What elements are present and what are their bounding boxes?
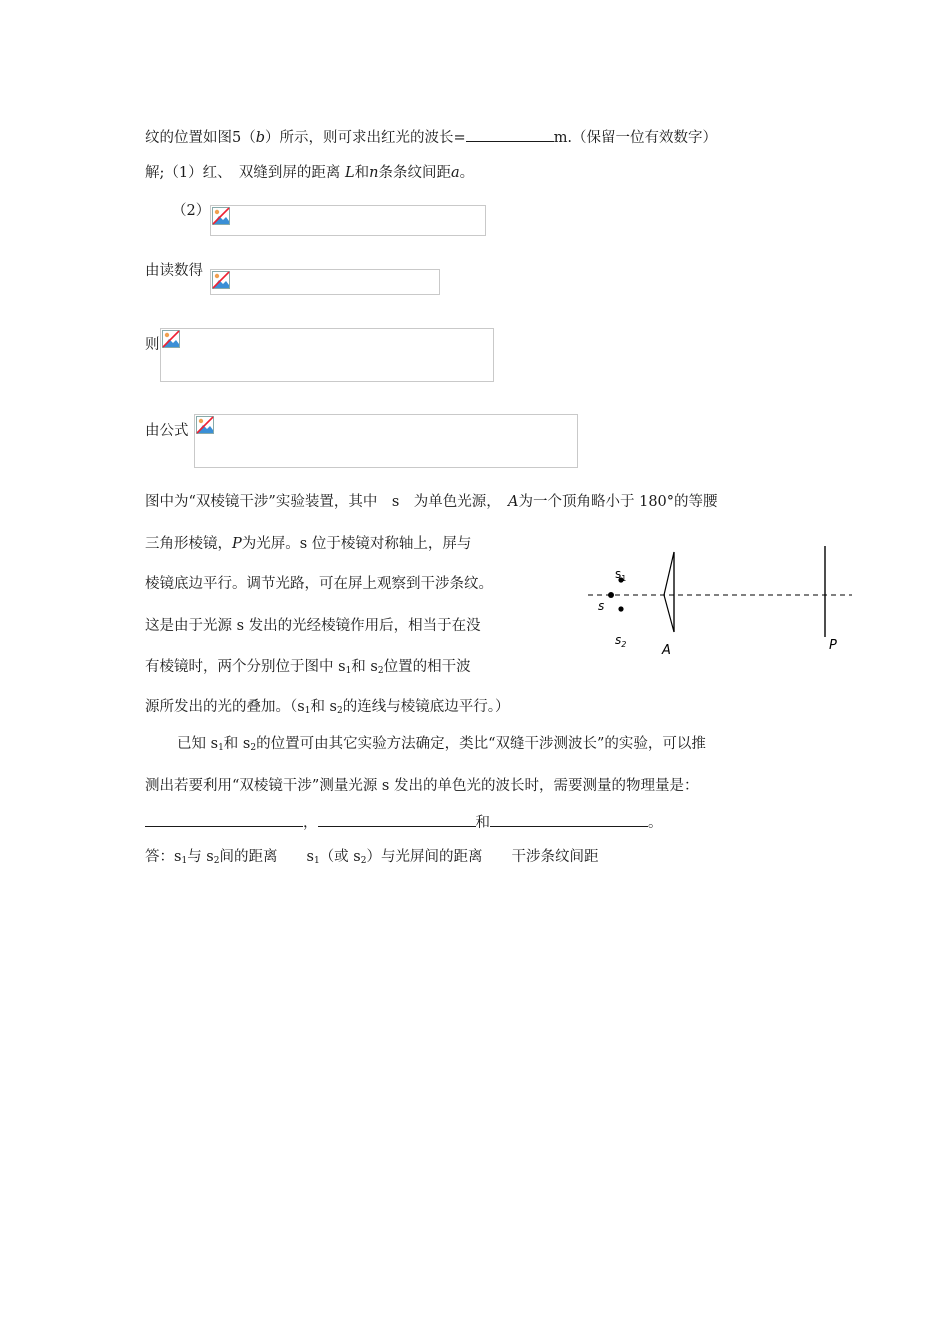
broken-image-icon <box>212 207 230 225</box>
broken-image-icon <box>212 271 230 289</box>
answer-line: 答：$s_1$与 $s_2$间的距离 $s_1$（或 $s_2$）与光屏间的距离 干涉条纹间距 <box>145 849 599 866</box>
answer-blank-3 <box>490 812 648 827</box>
prism-line-4: 这是由于光源 s 发出的光经棱镜作用后，相当于在没 <box>145 618 481 634</box>
q-fig-ref: b <box>255 130 266 146</box>
broken-image-icon <box>162 330 180 348</box>
prism-line-3: 棱镜底边平行。调节光路，可在屏上观察到干涉条纹。 <box>145 576 493 592</box>
reading-label: 由读数得 <box>145 263 203 279</box>
solution-line-1: 解;（1）红、 双缝到屏的距离 L和n条条纹间距a。 <box>145 165 475 181</box>
then-label: 则 <box>145 337 160 353</box>
answer-blank-2 <box>318 812 476 827</box>
prism-line-1: 图中为“双棱镜干涉”实验装置，其中 s 为单色光源， A为一个顶角略小于 180°的等腰 <box>145 494 718 510</box>
formula-image-placeholder-1 <box>210 205 486 236</box>
biprism-A <box>664 552 674 632</box>
source-s2-dot <box>618 606 623 611</box>
label-A: A <box>662 643 671 658</box>
question-tail <box>145 127 717 148</box>
label-s2: $s_2$ <box>615 633 627 649</box>
prism-line-6: 源所发出的光的叠加。（$s_1$和 $s_2$的连线与棱镜底边平行。） <box>145 699 510 716</box>
answer-blanks-line: ， 和 。 <box>145 812 663 833</box>
formula-image-placeholder-4 <box>194 414 578 468</box>
formula-image-placeholder-3 <box>160 328 494 382</box>
answer-blank-1 <box>145 812 303 827</box>
label-s: s <box>598 599 605 613</box>
prism-line-5: 有棱镜时，两个分别位于图中 $s_1$和 $s_2$位置的相干波 <box>145 659 471 676</box>
prism-para2-line1: 已知 $s_1$和 $s_2$的位置可由其它实验方法确定，类比“双缝干涉测波长”的实验，可以推 <box>177 736 706 753</box>
label-P: P <box>829 638 837 653</box>
q-text-2: ）所示，则可求出红光的波长= <box>265 130 466 146</box>
prism-para2-line2: 测出若要利用“双棱镜干涉”测量光源 s 发出的单色光的波长时，需要测量的物理量是： <box>145 778 699 794</box>
formula-label: 由公式 <box>145 423 189 439</box>
q-text-1: 纹的位置如图5（ <box>145 130 256 146</box>
prism-line-2: 三角形棱镜，P为光屏。s 位于棱镜对称轴上，屏与 <box>145 536 472 552</box>
step2-label: （2） <box>172 203 211 219</box>
q-text-3: m.（保留一位有效数字） <box>553 130 718 146</box>
biprism-diagram <box>580 540 860 670</box>
broken-image-icon <box>196 416 214 434</box>
label-s1: $s_1$ <box>615 567 627 583</box>
wavelength-blank <box>466 127 554 142</box>
formula-image-placeholder-2 <box>210 269 440 295</box>
source-s-dot <box>608 592 614 598</box>
